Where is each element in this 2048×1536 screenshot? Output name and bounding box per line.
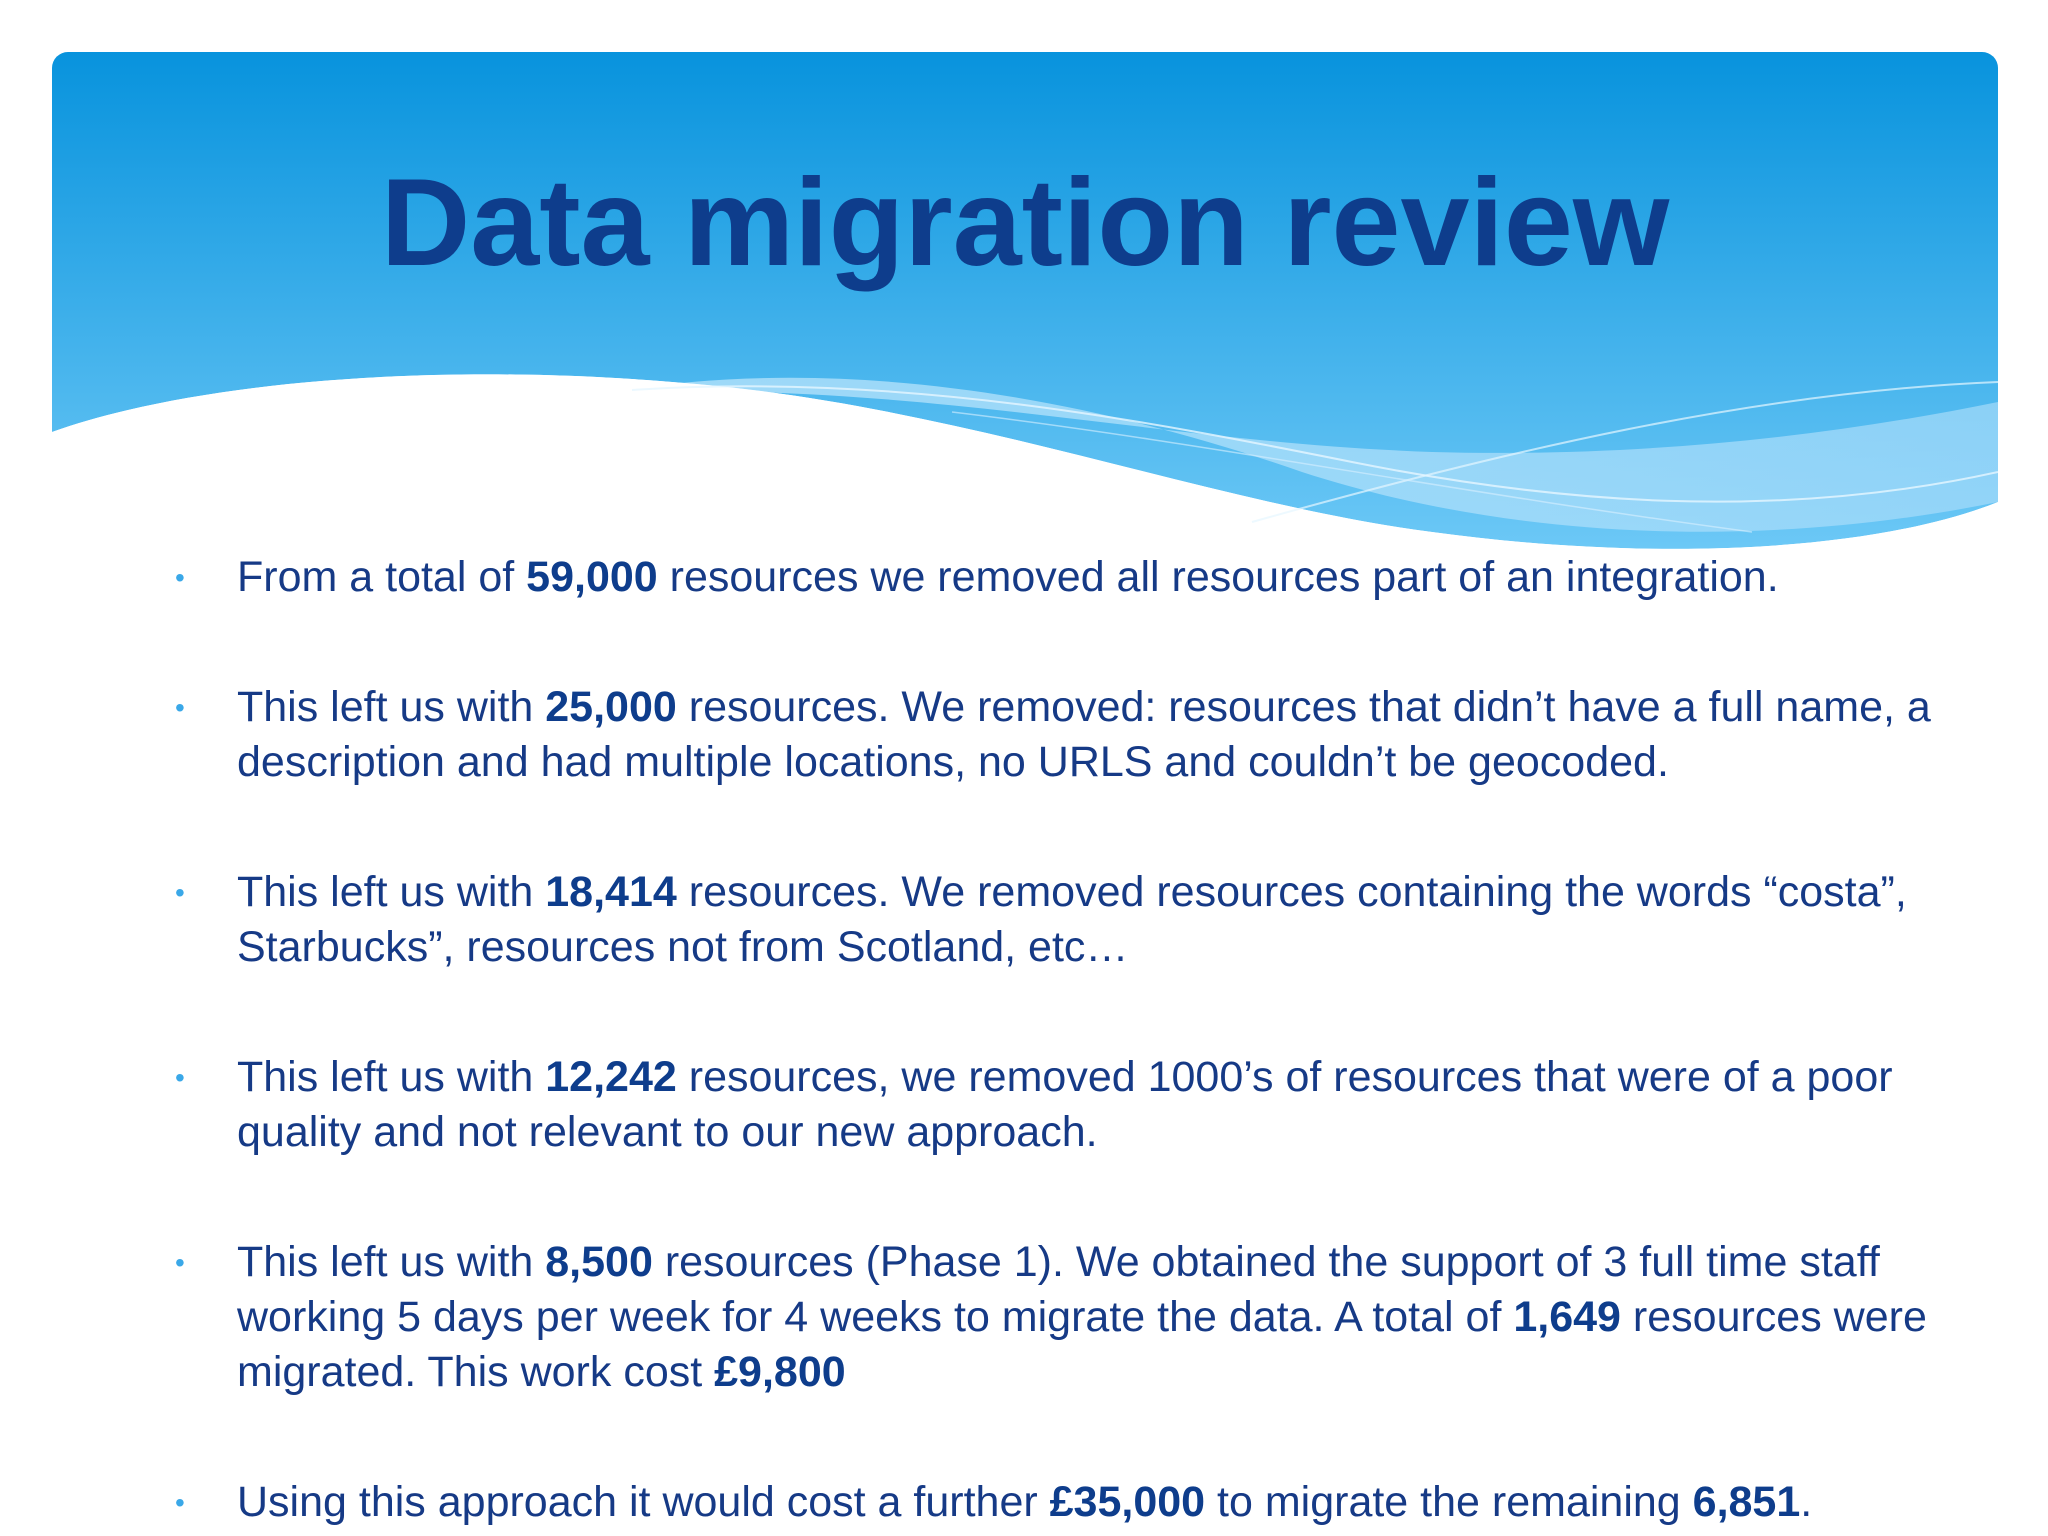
bullet-figure: £35,000 <box>1049 1478 1206 1526</box>
bullet-item <box>116 680 1986 790</box>
bullet-item <box>116 865 1986 975</box>
bullet-figure: 12,242 <box>545 1053 677 1101</box>
bullet-text: This left us with <box>237 683 546 731</box>
bullet-list <box>116 550 1986 1536</box>
bullet-point-icon: • <box>175 877 185 908</box>
bullet-figure: 59,000 <box>526 553 658 601</box>
bullet-item <box>116 1475 1986 1530</box>
bullet-text: resources (Phase 1). We obtained the support of 3 full time staff working 5 days per week for 4 weeks to migrate the data. A total of <box>237 1238 1880 1341</box>
bullet-figure: 18,414 <box>545 868 677 916</box>
bullet-text: to migrate the remaining <box>1205 1478 1693 1526</box>
bullet-text: resources. We removed resources containing the words “costa”, Starbucks”, resources not from Scotland, etc… <box>237 868 1907 971</box>
slide-title: Data migration review <box>380 154 1670 292</box>
bullet-item <box>116 550 1986 605</box>
header-wave-background <box>52 52 1998 612</box>
bullet-text: From a total of <box>237 553 527 601</box>
bullet-item <box>116 1050 1986 1160</box>
bullet-text: resources we removed all resources part of an integration. <box>657 553 1779 601</box>
bullet-figure: £9,800 <box>714 1348 846 1396</box>
bullet-text: resources were migrated. This work cost <box>237 1293 1927 1396</box>
bullet-figure: 1,649 <box>1513 1293 1621 1341</box>
slide <box>52 52 1998 1536</box>
bullet-item <box>116 1235 1986 1400</box>
bullet-text: . <box>1800 1478 1813 1526</box>
bullet-point-icon: • <box>175 692 185 723</box>
bullet-figure: 25,000 <box>545 683 677 731</box>
bullet-text: This left us with <box>237 868 546 916</box>
bullet-text: Using this approach it would cost a further <box>237 1478 1050 1526</box>
bullet-text: resources, we removed 1000’s of resources that were of a poor quality and not relevant to our new approach. <box>237 1053 1893 1156</box>
bullet-point-icon: • <box>175 1062 185 1093</box>
bullet-point-icon: • <box>175 1487 185 1518</box>
bullet-text: resources. We removed: resources that didn’t have a full name, a description and had multiple locations, no URLS and couldn’t be geocoded. <box>237 683 1931 786</box>
bullet-figure: 6,851 <box>1692 1478 1801 1526</box>
bullet-figure: 8,500 <box>545 1238 653 1286</box>
bullet-point-icon: • <box>175 562 185 593</box>
bullet-text: This left us with <box>237 1238 546 1286</box>
bullet-point-icon: • <box>175 1247 185 1278</box>
bullet-text: This left us with <box>237 1053 546 1101</box>
